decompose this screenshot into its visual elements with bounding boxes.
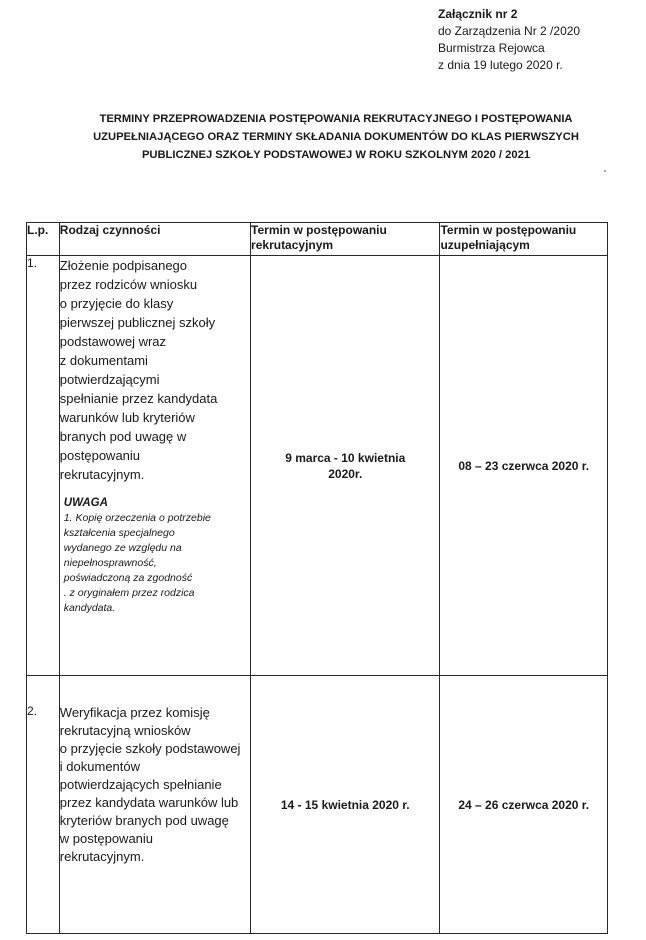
uwaga-line: . z oryginałem przez rodzica	[63, 587, 195, 599]
annex-number: Załącznik nr 2	[438, 7, 518, 21]
row-term-rekrutacyjne	[251, 676, 440, 934]
rodzaj-line: z dokumentami	[59, 353, 148, 368]
uwaga-line: wydanego ze względu na	[63, 542, 182, 554]
uwaga-title: UWAGA	[63, 497, 108, 509]
header-term-uzupelniajace: Termin w postępowaniu uzupełniającym	[440, 223, 608, 256]
rodzaj-line: rekrutacyjną wniosków	[59, 723, 191, 738]
title-line-2: UZUPEŁNIAJĄCEGO ORAZ TERMINY SKŁADANIA DOKUMENTÓW DO KLAS PIERWSZYCH	[93, 131, 579, 143]
rodzaj-line: i dokumentów	[59, 759, 141, 774]
rodzaj-line: o przyjęcie szkoły podstawowej	[59, 741, 241, 756]
rodzaj-line: postępowaniu	[59, 448, 141, 463]
rodzaj-line: pierwszej publicznej szkoły	[59, 315, 216, 330]
term-uzupelniajace-text: 24 – 26 czerwca 2020 r.	[458, 797, 590, 812]
row-lp: 2.	[27, 676, 60, 934]
rodzaj-line: w postępowaniu	[59, 831, 154, 846]
rodzaj-line: potwierdzających spełnianie	[59, 777, 222, 792]
annex-date: z dnia 19 lutego 2020 r.	[438, 58, 563, 72]
uwaga-line: poświadczoną za zgodność	[63, 572, 193, 584]
annex-header	[438, 6, 580, 74]
term-rekrutacyjne-text: 9 marca - 10 kwietnia 2020r.	[285, 450, 406, 481]
row-term-uzupelniajace	[440, 676, 608, 934]
uwaga-line: kształcenia specjalnego	[63, 527, 175, 539]
uwaga-line: niepełnosprawność,	[63, 557, 157, 569]
rodzaj-line: rekrutacyjnym.	[59, 849, 145, 864]
rodzaj-line: o przyjęcie do klasy	[59, 296, 174, 311]
rodzaj-line: potwierdzającymi	[59, 372, 160, 387]
rodzaj-line: kryteriów branych pod uwagę	[59, 813, 229, 828]
uwaga-note	[60, 496, 250, 616]
rodzaj-line: warunków lub kryteriów	[59, 410, 195, 425]
row-term-rekrutacyjne	[251, 256, 440, 676]
row-term-uzupelniajace	[440, 256, 608, 676]
rodzaj-line: Weryfikacja przez komisję	[59, 705, 210, 720]
row-rodzaj	[59, 256, 250, 676]
term-uzupelniajace-text: 08 – 23 czerwca 2020 r.	[458, 458, 590, 473]
rodzaj-line: przez kandydata warunków lub	[59, 795, 239, 810]
title-line-1: TERMINY PRZEPROWADZENIA POSTĘPOWANIA REKRUTACYJNEGO I POSTĘPOWANIA	[99, 113, 573, 125]
table-row	[27, 676, 608, 934]
term-rekrutacyjne-text: 14 - 15 kwietnia 2020 r.	[280, 797, 410, 812]
header-rodzaj: Rodzaj czynności	[59, 223, 250, 256]
header-term-rekrutacyjne: Termin w postępowaniu rekrutacyjnym	[251, 223, 440, 256]
rodzaj-line: przez rodziców wniosku	[59, 277, 198, 292]
row-lp: 1.	[27, 256, 60, 676]
rodzaj-line: spełnianie przez kandydata	[59, 391, 218, 406]
rodzaj-text	[60, 256, 250, 484]
title-line-3: PUBLICZNEJ SZKOŁY PODSTAWOWEJ W ROKU SZKOLNYM 2020 / 2021	[141, 149, 531, 161]
annex-authority: Burmistrza Rejowca	[438, 41, 545, 55]
rodzaj-line: rekrutacyjnym.	[59, 467, 145, 482]
table-header-row	[27, 223, 608, 256]
document-title	[40, 110, 632, 164]
uwaga-line: kandydata.	[63, 602, 116, 614]
scan-speck	[604, 170, 606, 172]
rodzaj-line: Złożenie podpisanego	[59, 258, 188, 273]
rodzaj-line: branych pod uwagę w	[59, 429, 187, 444]
annex-regulation: do Zarządzenia Nr 2 /2020	[438, 24, 581, 38]
schedule-table	[26, 222, 608, 934]
uwaga-line: 1. Kopię orzeczenia o potrzebie	[63, 512, 211, 524]
table-row	[27, 256, 608, 676]
rodzaj-line: podstawowej wraz	[59, 334, 167, 349]
header-lp: L.p.	[27, 223, 60, 256]
row-rodzaj	[59, 676, 250, 934]
